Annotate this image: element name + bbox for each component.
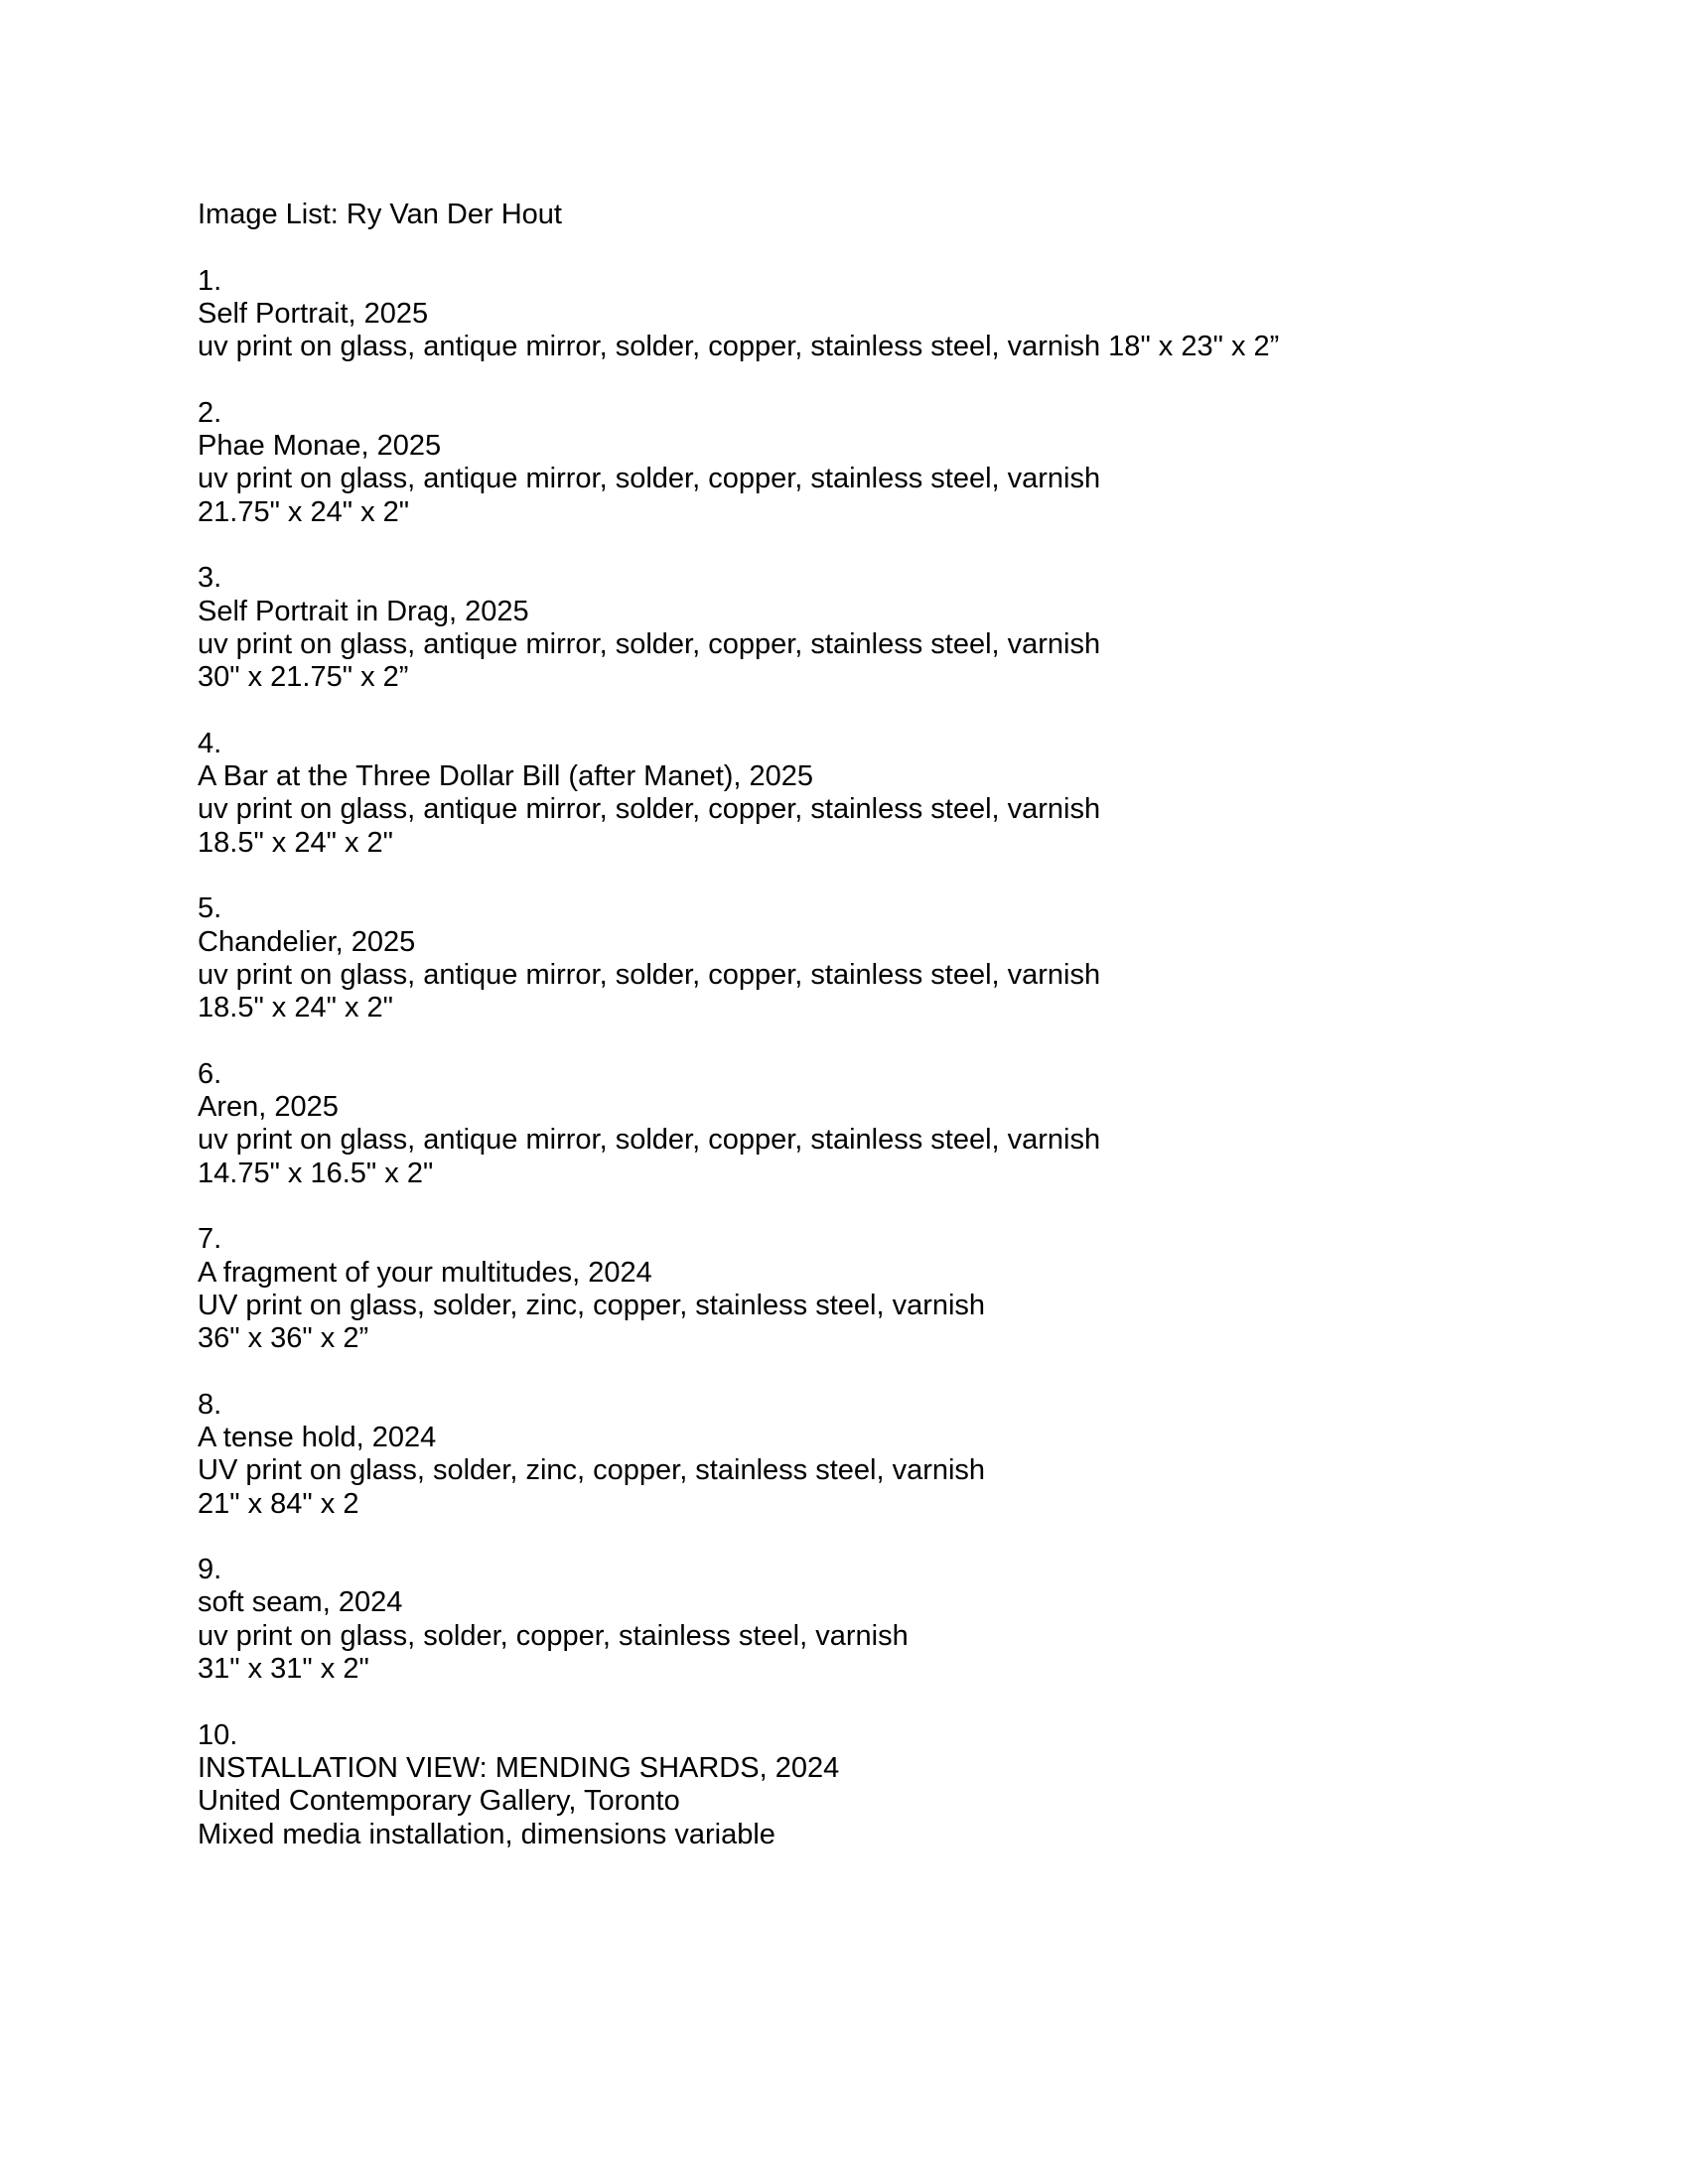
item-number: 2. (198, 396, 222, 429)
item-detail: uv print on glass, antique mirror, solder, copper, stainless steel, varnish (198, 627, 1101, 660)
item-detail: uv print on glass, antique mirror, solder, copper, stainless steel, varnish (198, 463, 1101, 495)
item-number: 1. (198, 264, 222, 297)
item-detail: 18.5" x 24" x 2" (198, 992, 393, 1024)
document-page (198, 199, 1588, 1884)
item-detail: uv print on glass, antique mirror, solder, copper, stainless steel, varnish (198, 1124, 1101, 1157)
item-number: 7. (198, 1223, 222, 1256)
list-item (198, 1389, 1588, 1521)
item-title: Self Portrait, 2025 (198, 297, 429, 330)
item-detail: 31" x 31" x 2" (198, 1653, 369, 1686)
item-number: 4. (198, 727, 222, 759)
list-item (198, 728, 1588, 860)
item-number: 3. (198, 562, 222, 595)
item-number: 9. (198, 1554, 222, 1586)
list-item (198, 892, 1588, 1024)
list-item (198, 1058, 1588, 1190)
item-detail: uv print on glass, antique mirror, solder, copper, stainless steel, varnish 18" x 23" x 2” (198, 331, 1280, 363)
list-item (198, 1719, 1588, 1851)
list-item (198, 1554, 1588, 1686)
image-list (198, 265, 1588, 1851)
item-number: 5. (198, 892, 222, 925)
item-number: 10. (198, 1718, 238, 1751)
item-detail: 18.5" x 24" x 2" (198, 826, 393, 859)
item-detail: 21.75" x 24" x 2" (198, 495, 410, 528)
item-title: soft seam, 2024 (198, 1586, 403, 1619)
item-detail: 36" x 36" x 2” (198, 1322, 369, 1355)
item-title: Chandelier, 2025 (198, 925, 416, 958)
document-title: Image List: Ry Van Der Hout (198, 199, 562, 230)
item-detail: United Contemporary Gallery, Toronto (198, 1785, 680, 1818)
item-detail: uv print on glass, antique mirror, solder, copper, stainless steel, varnish (198, 958, 1101, 991)
item-detail: UV print on glass, solder, zinc, copper, stainless steel, varnish (198, 1454, 986, 1487)
item-title: Self Portrait in Drag, 2025 (198, 595, 529, 627)
list-item (198, 265, 1588, 364)
item-detail: 14.75" x 16.5" x 2" (198, 1157, 434, 1189)
item-detail: UV print on glass, solder, zinc, copper, stainless steel, varnish (198, 1289, 986, 1321)
item-number: 8. (198, 1388, 222, 1421)
item-detail: uv print on glass, antique mirror, solder, copper, stainless steel, varnish (198, 793, 1101, 826)
item-title: A Bar at the Three Dollar Bill (after Manet), 2025 (198, 760, 814, 793)
list-item (198, 562, 1588, 694)
item-detail: 21" x 84" x 2 (198, 1487, 359, 1520)
item-title: INSTALLATION VIEW: MENDING SHARDS, 2024 (198, 1751, 840, 1784)
item-detail: uv print on glass, solder, copper, stainless steel, varnish (198, 1619, 909, 1652)
list-item (198, 1223, 1588, 1355)
item-title: A fragment of your multitudes, 2024 (198, 1256, 652, 1289)
item-title: Aren, 2025 (198, 1091, 339, 1124)
item-detail: 30" x 21.75" x 2” (198, 661, 409, 694)
list-item (198, 397, 1588, 529)
item-detail: Mixed media installation, dimensions variable (198, 1818, 775, 1850)
item-title: Phae Monae, 2025 (198, 430, 442, 463)
item-title: A tense hold, 2024 (198, 1421, 437, 1453)
item-number: 6. (198, 1057, 222, 1090)
